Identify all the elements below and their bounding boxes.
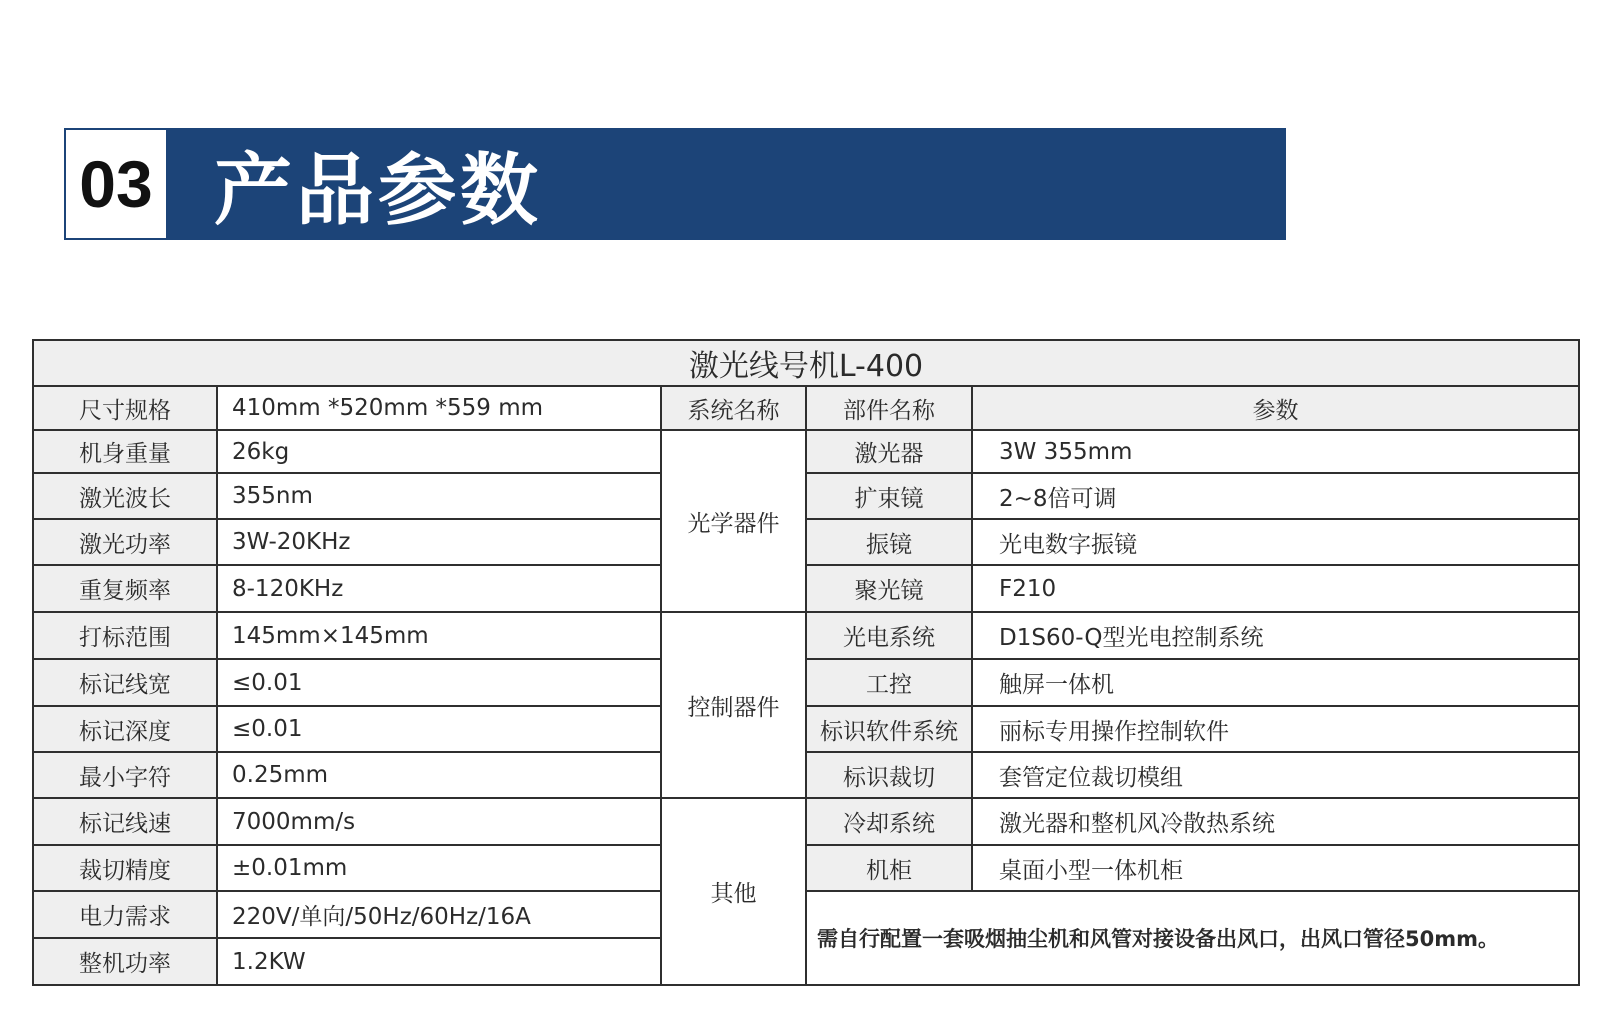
part-param: 2~8倍可调 (972, 473, 1579, 519)
system-group-control: 控制器件 (661, 612, 806, 798)
part-name: 激光器 (806, 430, 972, 473)
part-param: 3W 355mm (972, 430, 1579, 473)
table-title: 激光线号机L-400 (33, 340, 1579, 386)
spec-label: 激光功率 (33, 519, 217, 565)
spec-label: 重复频率 (33, 565, 217, 612)
part-param: 光电数字振镜 (972, 519, 1579, 565)
part-name: 冷却系统 (806, 798, 972, 845)
system-group-other: 其他 (661, 798, 806, 985)
spec-value: 3W-20KHz (217, 519, 661, 565)
ventilation-note: 需自行配置一套吸烟抽尘机和风管对接设备出风口，出风口管径50mm。 (806, 891, 1579, 985)
part-name: 光电系统 (806, 612, 972, 659)
spec-table (32, 339, 1580, 986)
part-name: 聚光镜 (806, 565, 972, 612)
part-param: 触屏一体机 (972, 659, 1579, 706)
column-header-part: 部件名称 (806, 386, 972, 430)
system-group-optics: 光学器件 (661, 430, 806, 612)
column-header-system: 系统名称 (661, 386, 806, 430)
spec-label: 整机功率 (33, 938, 217, 985)
part-name: 标识软件系统 (806, 706, 972, 752)
spec-value: ≤0.01 (217, 659, 661, 706)
spec-label: 机身重量 (33, 430, 217, 473)
spec-value: ≤0.01 (217, 706, 661, 752)
spec-label: 最小字符 (33, 752, 217, 798)
spec-value: 410mm *520mm *559 mm (217, 386, 661, 430)
spec-value: 8-120KHz (217, 565, 661, 612)
part-param: D1S60-Q型光电控制系统 (972, 612, 1579, 659)
part-name: 机柜 (806, 845, 972, 891)
section-number: 03 (64, 128, 168, 240)
part-name: 扩束镜 (806, 473, 972, 519)
spec-label: 标记深度 (33, 706, 217, 752)
spec-label: 电力需求 (33, 891, 217, 938)
section-banner (64, 128, 1286, 240)
part-param: 丽标专用操作控制软件 (972, 706, 1579, 752)
spec-label: 激光波长 (33, 473, 217, 519)
spec-value: ±0.01mm (217, 845, 661, 891)
spec-value: 220V/单向/50Hz/60Hz/16A (217, 891, 661, 938)
spec-value: 7000mm/s (217, 798, 661, 845)
part-param: 桌面小型一体机柜 (972, 845, 1579, 891)
section-title: 产品参数 (214, 146, 543, 236)
part-param: F210 (972, 565, 1579, 612)
spec-value: 1.2KW (217, 938, 661, 985)
part-param: 套管定位裁切模组 (972, 752, 1579, 798)
spec-label: 打标范围 (33, 612, 217, 659)
spec-label: 裁切精度 (33, 845, 217, 891)
spec-value: 0.25mm (217, 752, 661, 798)
part-name: 振镜 (806, 519, 972, 565)
part-name: 工控 (806, 659, 972, 706)
column-header-param: 参数 (972, 386, 1579, 430)
part-name: 标识裁切 (806, 752, 972, 798)
spec-value: 145mm×145mm (217, 612, 661, 659)
spec-value: 355nm (217, 473, 661, 519)
spec-label: 尺寸规格 (33, 386, 217, 430)
spec-label: 标记线宽 (33, 659, 217, 706)
part-param: 激光器和整机风冷散热系统 (972, 798, 1579, 845)
spec-label: 标记线速 (33, 798, 217, 845)
spec-value: 26kg (217, 430, 661, 473)
